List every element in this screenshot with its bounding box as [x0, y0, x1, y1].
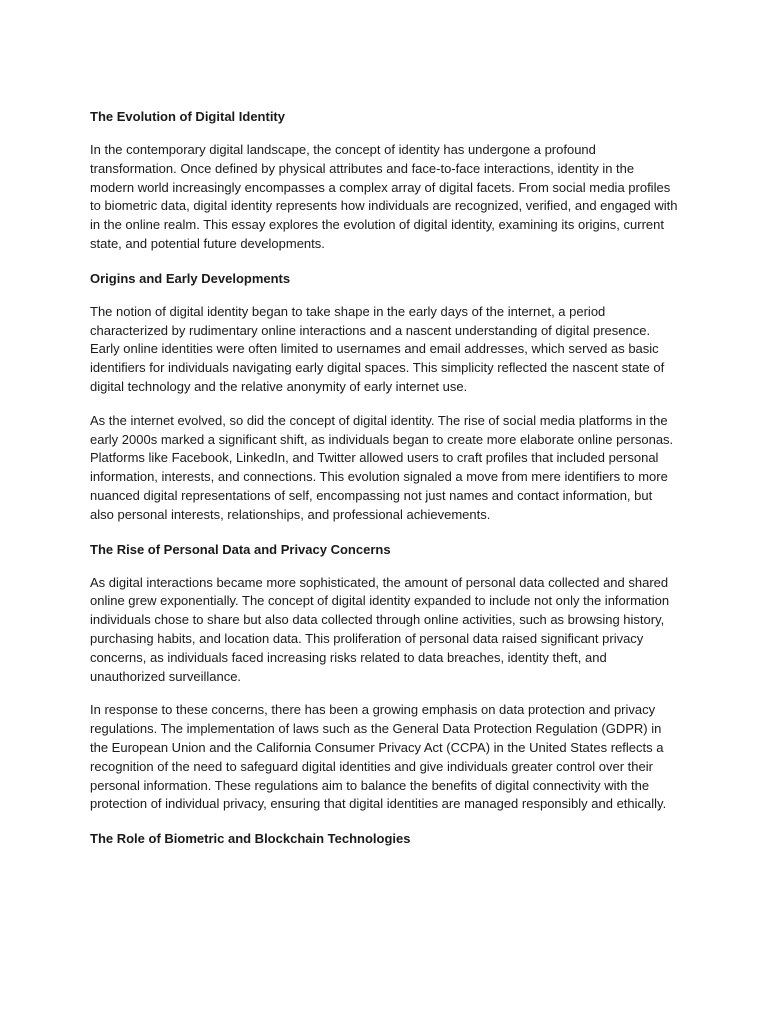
section-heading-privacy: The Rise of Personal Data and Privacy Concerns [90, 541, 391, 557]
section-heading-biometric: The Role of Biometric and Blockchain Technologies [90, 831, 411, 847]
section-heading-origins: Origins and Early Developments [90, 270, 291, 286]
paragraph: As digital interactions became more sophisticated, the amount of personal data collected and shared online grew exponentially. The concept of digital identity expanded to include not only the information individuals chose to share but also data collected through online activities, such as browsing history, purchasing habits, and location data. This proliferation of personal data raised significant privacy concerns, as individuals faced increasing risks related to data breaches, identity theft, and unauthorized surveillance. [90, 574, 670, 684]
paragraph: In response to these concerns, there has been a growing emphasis on data protection and privacy regulations. The implementation of laws such as the General Data Protection Regulation (GDPR) in the European Union and the California Consumer Privacy Act (CCPA) in the United States reflects a recognition of the need to safeguard digital identities and give individuals greater control over their personal information. These regulations aim to balance the benefits of digital connectivity with the protection of individual privacy, ensuring that digital identities are managed responsibly and ethically. [90, 702, 667, 812]
document-title: The Evolution of Digital Identity [90, 109, 285, 124]
paragraph: The notion of digital identity began to take shape in the early days of the internet, a period characterized by rudimentary online interactions and a nascent understanding of digital presence. Early online identities were often limited to usernames and email addresses, which served as basic identifiers for individuals navigating early digital spaces. This simplicity reflected the nascent state of digital technology and the relative anonymity of early internet use. [90, 303, 665, 394]
paragraph: As the internet evolved, so did the concept of digital identity. The rise of social media platforms in the early 2000s marked a significant shift, as individuals began to create more elaborate online personas. Platforms like Facebook, LinkedIn, and Twitter allowed users to craft profiles that included personal information, interests, and connections. This evolution signaled a move from mere identifiers to more nuanced digital representations of self, encompassing not just names and contact information, but also personal interests, relationships, and professional achievements. [90, 412, 674, 522]
document-page [90, 107, 678, 863]
intro-paragraph: In the contemporary digital landscape, the concept of identity has undergone a profound transformation. Once defined by physical attributes and face-to-face interactions, identity in the modern world increasingly encompasses a complex array of digital facets. From social media profiles to biometric data, digital identity represents how individuals are recognized, verified, and engaged with in the online realm. This essay explores the evolution of digital identity, examining its origins, current state, and potential future developments. [90, 142, 678, 251]
